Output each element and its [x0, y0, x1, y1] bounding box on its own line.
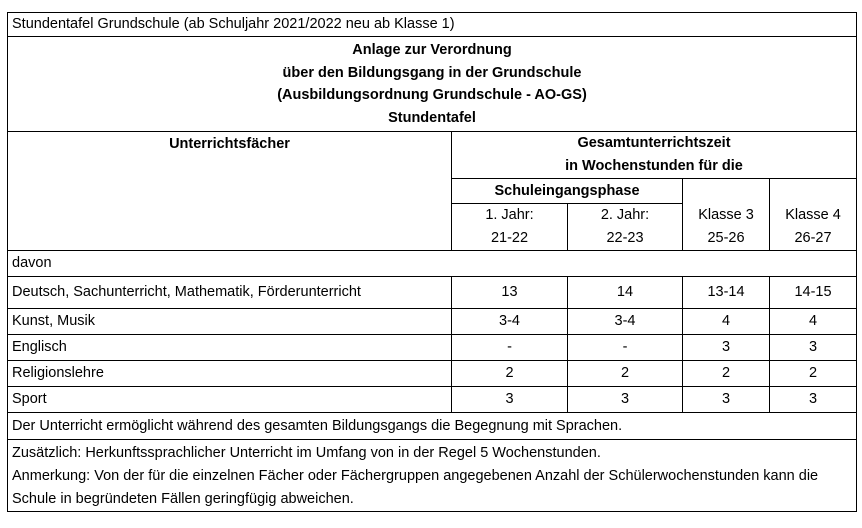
class4-cell: 3 [770, 387, 857, 413]
davon-row: davon [8, 251, 857, 277]
class4-header [770, 204, 857, 251]
year1-cell: 2 [452, 361, 568, 387]
table-row [8, 335, 857, 361]
class4-cell: 14-15 [770, 277, 857, 309]
subject-cell: Sport [8, 387, 452, 413]
class3-cell: 3 [683, 387, 770, 413]
class4-cell: 3 [770, 335, 857, 361]
class3-range: 25-26 [707, 229, 745, 246]
year1-cell: 13 [452, 277, 568, 309]
phase-header: Schuleingangsphase [452, 179, 683, 204]
year2-cell: 3-4 [568, 309, 683, 335]
class3-cell: 2 [683, 361, 770, 387]
year1-label: 1. Jahr: [485, 207, 534, 223]
subject-cell: Religionslehre [8, 361, 452, 387]
class3-header [683, 204, 770, 251]
year1-header [452, 204, 568, 251]
year2-cell: - [568, 335, 683, 361]
time-header-line-1: Gesamtunterrichtszeit [577, 135, 731, 151]
subject-cell: Deutsch, Sachunterricht, Mathematik, Förderunterricht [8, 277, 452, 309]
time-header [452, 132, 857, 179]
additional-note: Zusätzlich: Herkunftssprachlicher Unterricht im Umfang von in der Regel 5 Wochenstunden. [12, 445, 601, 461]
subject-cell: Kunst, Musik [8, 309, 452, 335]
remark-note: Anmerkung: Von der für die einzelnen Fächer oder Fächergruppen angegebenen Anzahl der Schülerwochenstunden kann die Schule in begründeten Fällen geringfügig abweichen. [12, 468, 819, 507]
heading-line-4: Stundentafel [388, 109, 476, 126]
table-title: Stundentafel Grundschule (ab Schuljahr 2021/2022 neu ab Klasse 1) [8, 13, 857, 37]
heading-line-1: Anlage zur Verordnung [352, 42, 512, 58]
year1-range: 21-22 [490, 230, 529, 246]
year2-range: 22-23 [606, 230, 644, 246]
class3-cell: 13-14 [683, 277, 770, 309]
year2-header [568, 204, 683, 251]
year1-cell: - [452, 335, 568, 361]
remarks-cell [8, 440, 857, 512]
class4-range: 26-27 [794, 229, 832, 246]
subject-cell: Englisch [8, 335, 452, 361]
regulation-heading [8, 37, 857, 132]
class4-cell: 2 [770, 361, 857, 387]
table-row [8, 277, 857, 309]
heading-line-3: (Ausbildungsordnung Grundschule - AO-GS) [277, 87, 587, 103]
class4-header-top [770, 179, 857, 204]
table-row [8, 387, 857, 413]
stundentafel-table [7, 12, 857, 512]
class3-cell: 4 [683, 309, 770, 335]
class4-cell: 4 [770, 309, 857, 335]
languages-note: Der Unterricht ermöglicht während des gesamten Bildungsgangs die Begegnung mit Sprachen. [8, 413, 857, 440]
class4-label: Klasse 4 [785, 206, 841, 223]
table-row [8, 309, 857, 335]
year2-cell: 3 [568, 387, 683, 413]
table-row [8, 361, 857, 387]
year2-label: 2. Jahr: [600, 207, 650, 223]
year1-cell: 3-4 [452, 309, 568, 335]
year2-cell: 2 [568, 361, 683, 387]
time-header-line-2: in Wochenstunden für die [565, 158, 743, 174]
class3-header-top [683, 179, 770, 204]
class3-label: Klasse 3 [698, 206, 754, 223]
year2-cell: 14 [568, 277, 683, 309]
class3-cell: 3 [683, 335, 770, 361]
subjects-header: Unterrichtsfächer [8, 132, 452, 251]
heading-line-2: über den Bildungsgang in der Grundschule [282, 64, 582, 81]
year1-cell: 3 [452, 387, 568, 413]
